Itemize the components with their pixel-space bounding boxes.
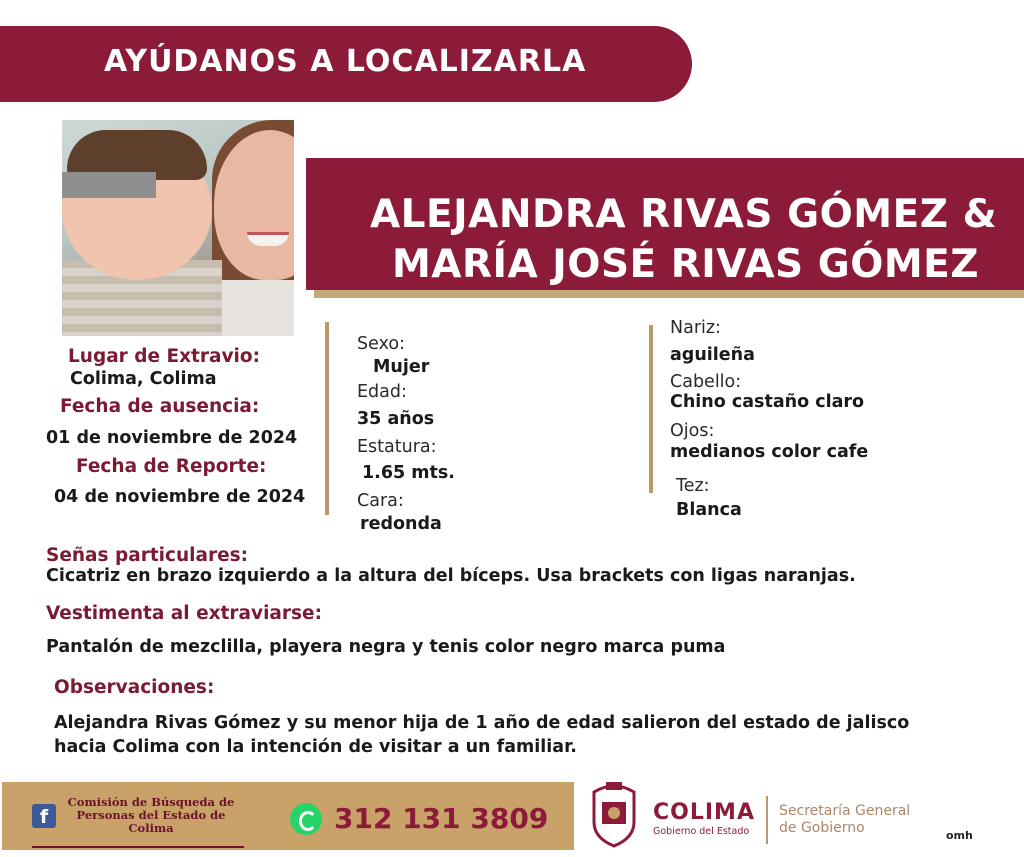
estatura-value: 1.65 mts. — [362, 463, 455, 483]
gobierno-estado-text: Gobierno del Estado — [653, 826, 750, 837]
cabello-label: Cabello: — [670, 372, 742, 392]
sexo-label: Sexo: — [357, 334, 405, 354]
secretaria-general-text — [779, 803, 910, 837]
observaciones-line-2: hacia Colima con la intención de visitar a un familiar. — [54, 737, 577, 757]
senas-value: Cicatriz en brazo izquierdo a la altura del bíceps. Usa brackets con ligas naranjas. — [46, 566, 856, 586]
face-censor-bar — [62, 172, 156, 198]
edad-label: Edad: — [357, 382, 407, 402]
missing-persons-photo — [62, 120, 294, 336]
comision-busqueda-text — [60, 796, 242, 835]
tez-label: Tez: — [676, 476, 710, 496]
vestimenta-value: Pantalón de mezclilla, playera negra y tenis color negro marca puma — [46, 637, 726, 657]
secretaria-line-1: Secretaría General — [779, 803, 911, 819]
comision-line-2: Personas del Estado de — [76, 808, 226, 822]
fecha-reporte-label: Fecha de Reporte: — [76, 456, 267, 477]
fecha-reporte-value: 04 de noviembre de 2024 — [54, 487, 306, 507]
fecha-ausencia-value: 01 de noviembre de 2024 — [46, 428, 298, 448]
observaciones-label: Observaciones: — [54, 677, 215, 698]
comision-line-1: Comisión de Búsqueda de — [67, 795, 235, 809]
ojos-label: Ojos: — [670, 421, 715, 441]
vestimenta-label: Vestimenta al extraviarse: — [46, 603, 322, 624]
comision-underline — [32, 846, 244, 848]
column-divider-1 — [325, 322, 329, 515]
omh-mark: omh — [946, 829, 973, 842]
lugar-value: Colima, Colima — [70, 369, 217, 389]
estatura-label: Estatura: — [357, 437, 437, 457]
sexo-value: Mujer — [373, 357, 430, 377]
nariz-value: aguileña — [670, 345, 755, 365]
cabello-value: Chino castaño claro — [670, 392, 865, 412]
colima-coat-of-arms-icon — [588, 778, 640, 848]
colima-logo-text: COLIMA — [653, 800, 755, 825]
secretaria-line-2: de Gobierno — [779, 820, 865, 836]
comision-line-3: Colima — [128, 821, 174, 835]
edad-value: 35 años — [357, 409, 435, 429]
names-banner-shadow — [314, 290, 1024, 298]
senas-label: Señas particulares: — [46, 545, 249, 566]
lugar-label: Lugar de Extravio: — [68, 346, 261, 367]
observaciones-line-1: Alejandra Rivas Gómez y su menor hija de 1 año de edad salieron del estado de jalisco — [54, 713, 910, 733]
whatsapp-icon[interactable] — [290, 803, 322, 835]
nariz-label: Nariz: — [670, 318, 721, 338]
call-to-action-title: AYÚDANOS A LOCALIZARLA — [104, 44, 587, 79]
person-name-2: MARÍA JOSÉ RIVAS GÓMEZ — [392, 242, 980, 287]
column-divider-2 — [649, 325, 653, 493]
person-name-1: ALEJANDRA RIVAS GÓMEZ & — [370, 192, 998, 237]
cara-value: redonda — [360, 514, 442, 534]
fecha-ausencia-label: Fecha de ausencia: — [60, 396, 260, 417]
tez-value: Blanca — [676, 500, 742, 520]
ojos-value: medianos color cafe — [670, 442, 869, 462]
contact-phone[interactable]: 312 131 3809 — [334, 802, 549, 835]
logo-divider — [766, 796, 768, 844]
facebook-icon[interactable]: f — [32, 804, 56, 828]
cara-label: Cara: — [357, 491, 404, 511]
